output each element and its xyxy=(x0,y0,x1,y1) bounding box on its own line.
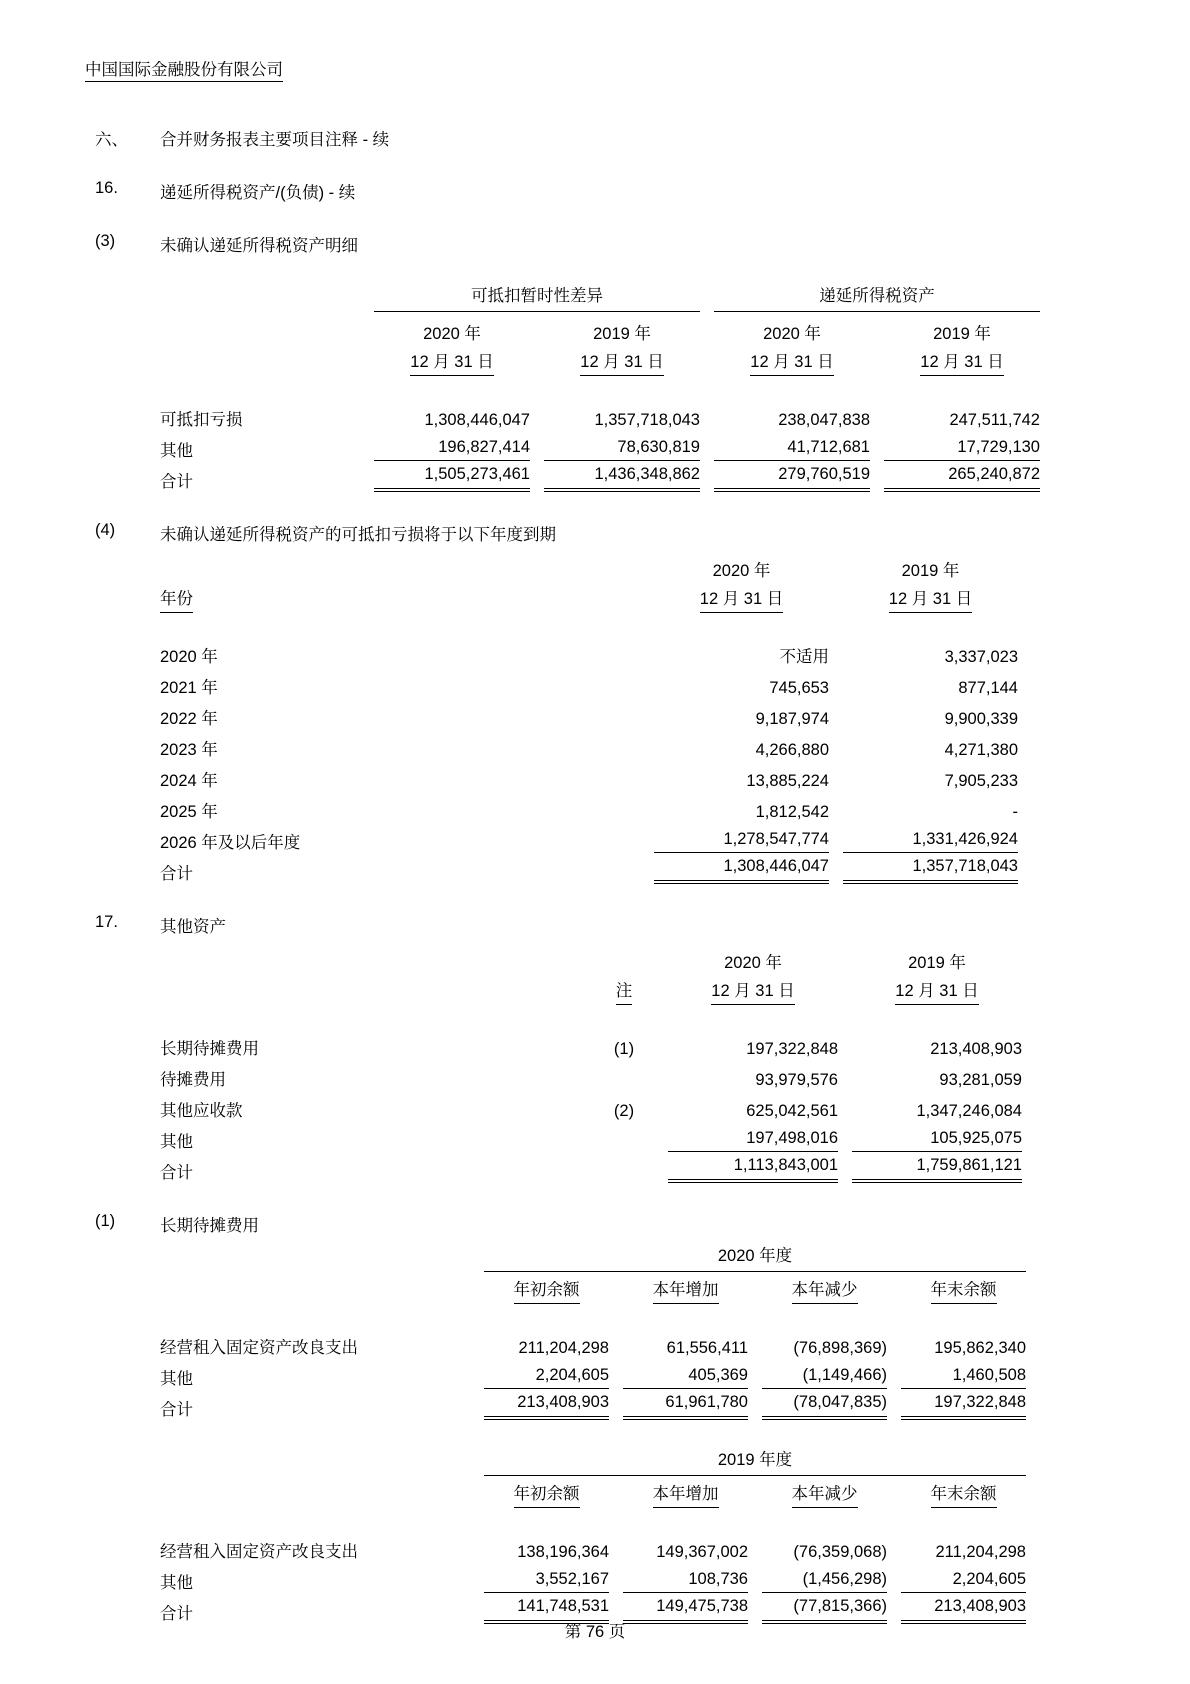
cell-value: 7,905,233 xyxy=(944,772,1018,790)
unrecognised-dta-detail-table xyxy=(146,280,1054,492)
cell-value: 9,187,974 xyxy=(755,710,829,728)
long-term-deferred-expenses-2019-table xyxy=(146,1444,1040,1624)
col-header-date: 12 月 31 日 xyxy=(654,581,829,613)
table-row xyxy=(160,822,1018,853)
section-4-heading xyxy=(0,521,1190,545)
cell-value: 1,278,547,774 xyxy=(654,822,829,853)
section-title: 未确认递延所得税资产的可抵扣亏损将于以下年度到期 xyxy=(160,526,556,544)
section-number: 17. xyxy=(95,913,118,931)
row-label: 2023 年 xyxy=(160,741,218,759)
cell-value: 405,369 xyxy=(623,1358,748,1389)
section-number: (4) xyxy=(95,521,116,539)
cell-total: 1,113,843,001 xyxy=(668,1152,838,1183)
cell-total: 197,322,848 xyxy=(901,1389,1026,1420)
row-label: 其他 xyxy=(160,1133,193,1151)
section-title: 其他资产 xyxy=(160,918,226,936)
cell-total: 61,961,780 xyxy=(623,1389,748,1420)
cell-value: (1,456,298) xyxy=(762,1562,887,1593)
cell-note-ref: (2) xyxy=(613,1102,635,1120)
cell-total: (78,047,835) xyxy=(762,1389,887,1420)
table-row xyxy=(160,1028,1022,1059)
cell-total: 141,748,531 xyxy=(484,1593,609,1624)
section-6-heading xyxy=(0,126,1190,150)
col-header-year: 2019 年 xyxy=(593,325,651,343)
row-label: 2022 年 xyxy=(160,710,218,728)
cell-value: 2,204,605 xyxy=(901,1562,1026,1593)
table-row xyxy=(160,1121,1022,1152)
section-1-heading xyxy=(0,1212,1190,1236)
table-total-row xyxy=(160,461,1040,492)
date-header-row xyxy=(160,973,1022,1005)
col-header-date: 12 月 31 日 xyxy=(852,973,1022,1005)
cell-value: 211,204,298 xyxy=(935,1543,1026,1561)
cell-total: 265,240,872 xyxy=(884,461,1040,492)
year-header-row xyxy=(160,941,1022,973)
col-header-date: 12 月 31 日 xyxy=(668,973,838,1005)
date-header-row xyxy=(160,344,1040,376)
date-header-row xyxy=(160,581,1018,613)
cell-value: 745,653 xyxy=(769,679,829,697)
table-total-row xyxy=(160,1152,1022,1183)
cell-value: 4,271,380 xyxy=(944,741,1018,759)
cell-value: (1,149,466) xyxy=(762,1358,887,1389)
col-header-year: 2019 年 xyxy=(933,325,991,343)
cell-total: 213,408,903 xyxy=(901,1593,1026,1624)
cell-total: 213,408,903 xyxy=(484,1389,609,1420)
col-header-year: 2020 年 xyxy=(423,325,481,343)
cell-note-ref: (1) xyxy=(613,1040,635,1058)
company-name: 中国国际金融股份有限公司 xyxy=(85,56,1190,80)
section-title: 长期待摊费用 xyxy=(160,1217,259,1235)
section-title: 未确认递延所得税资产明细 xyxy=(160,237,358,255)
section-17-heading xyxy=(0,913,1190,937)
period-header: 2020 年度 xyxy=(484,1240,1026,1272)
cell-value: 1,357,718,043 xyxy=(594,411,700,429)
col-header-year: 2020 年 xyxy=(763,325,821,343)
table-row xyxy=(160,636,1018,667)
group-header-deferred-tax-assets: 递延所得税资产 xyxy=(714,280,1040,312)
col-header-additions: 本年增加 xyxy=(623,1272,748,1304)
cell-value: (76,359,068) xyxy=(793,1543,887,1561)
row-label: 2024 年 xyxy=(160,772,218,790)
col-header-date: 12 月 31 日 xyxy=(544,344,700,376)
cell-value: 17,729,130 xyxy=(884,430,1040,461)
cell-total: 1,308,446,047 xyxy=(654,853,829,884)
cell-value: - xyxy=(1012,803,1018,821)
cell-value: 1,331,426,924 xyxy=(843,822,1018,853)
row-label: 2025 年 xyxy=(160,803,218,821)
table-total-row xyxy=(160,853,1018,884)
cell-value: 4,266,880 xyxy=(755,741,829,759)
col-header-reductions: 本年减少 xyxy=(762,1272,887,1304)
table-row xyxy=(160,791,1018,822)
table-row xyxy=(160,729,1018,760)
col-header-opening-balance: 年初余额 xyxy=(484,1272,609,1304)
col-header-year: 2020 年 xyxy=(724,954,782,972)
cell-value: 93,979,576 xyxy=(755,1071,838,1089)
cell-note-ref xyxy=(594,1121,654,1152)
section-title: 合并财务报表主要项目注释 - 续 xyxy=(160,131,390,149)
cell-value: 3,552,167 xyxy=(484,1562,609,1593)
cell-value: 不适用 xyxy=(779,648,829,666)
col-header-yearlabel: 年份 xyxy=(160,581,640,613)
cell-value: 1,308,446,047 xyxy=(424,411,530,429)
cell-total: 149,475,738 xyxy=(623,1593,748,1624)
col-header-opening-balance: 年初余额 xyxy=(484,1476,609,1508)
cell-value: 2,204,605 xyxy=(484,1358,609,1389)
table-row xyxy=(160,1531,1026,1562)
col-header-year: 2019 年 xyxy=(908,954,966,972)
period-header-row xyxy=(160,1240,1026,1272)
row-label: 其他 xyxy=(160,1370,193,1388)
table-row xyxy=(160,1090,1022,1121)
row-label: 待摊费用 xyxy=(160,1071,226,1089)
row-label: 合计 xyxy=(160,865,193,883)
cell-value: (76,898,369) xyxy=(793,1339,887,1357)
group-header-row xyxy=(160,280,1040,312)
col-header-closing-balance: 年末余额 xyxy=(901,1272,1026,1304)
cell-value: 211,204,298 xyxy=(518,1339,609,1357)
row-label: 2026 年及以后年度 xyxy=(160,834,301,852)
cell-value: 625,042,561 xyxy=(746,1102,838,1120)
row-label: 2020 年 xyxy=(160,648,218,666)
table-row xyxy=(160,698,1018,729)
section-16-heading xyxy=(0,179,1190,203)
cell-value: 195,862,340 xyxy=(934,1339,1026,1357)
table-row xyxy=(160,667,1018,698)
cell-value: 1,347,246,084 xyxy=(916,1102,1022,1120)
section-number: (3) xyxy=(95,232,116,250)
cell-value: 1,460,508 xyxy=(901,1358,1026,1389)
section-number: 六、 xyxy=(95,131,128,149)
cell-note-ref xyxy=(594,1059,654,1090)
cell-total: 1,357,718,043 xyxy=(843,853,1018,884)
cell-value: 93,281,059 xyxy=(939,1071,1022,1089)
col-header-additions: 本年增加 xyxy=(623,1476,748,1508)
cell-value: 105,925,075 xyxy=(852,1121,1022,1152)
table-row xyxy=(160,399,1040,430)
period-header-row xyxy=(160,1444,1026,1476)
cell-total: 1,436,348,862 xyxy=(544,461,700,492)
section-number: (1) xyxy=(95,1212,116,1230)
cell-total: 1,505,273,461 xyxy=(374,461,530,492)
col-header-year: 2019 年 xyxy=(901,562,960,580)
row-label: 合计 xyxy=(160,473,193,491)
row-label: 长期待摊费用 xyxy=(160,1040,259,1058)
table-row xyxy=(160,1562,1026,1593)
cell-value: 13,885,224 xyxy=(746,772,829,790)
table-total-row xyxy=(160,1389,1026,1420)
col-header-date: 12 月 31 日 xyxy=(884,344,1040,376)
cell-value: 247,511,742 xyxy=(949,411,1040,429)
row-label: 可抵扣亏损 xyxy=(160,411,243,429)
cell-value: 238,047,838 xyxy=(778,411,870,429)
col-header-date: 12 月 31 日 xyxy=(843,581,1018,613)
cell-value: 9,900,339 xyxy=(944,710,1018,728)
cell-value: 197,322,848 xyxy=(746,1040,838,1058)
page-number: 第 76 页 xyxy=(564,1623,626,1641)
table-row xyxy=(160,1059,1022,1090)
row-label: 经营租入固定资产改良支出 xyxy=(160,1543,358,1561)
section-number: 16. xyxy=(95,179,118,197)
row-label: 其他 xyxy=(160,1574,193,1592)
table-row xyxy=(160,1327,1026,1358)
row-label: 合计 xyxy=(160,1605,193,1623)
cell-value: 149,367,002 xyxy=(656,1543,748,1561)
cell-value: 213,408,903 xyxy=(930,1040,1022,1058)
cell-value: 41,712,681 xyxy=(714,430,870,461)
row-label: 其他 xyxy=(160,442,193,460)
year-header-row xyxy=(160,312,1040,344)
cell-total: 1,759,861,121 xyxy=(852,1152,1022,1183)
row-label: 合计 xyxy=(160,1401,193,1419)
col-header-year: 2020 年 xyxy=(712,562,771,580)
col-header-reductions: 本年减少 xyxy=(762,1476,887,1508)
row-label: 其他应收款 xyxy=(160,1102,243,1120)
section-title: 递延所得税资产/(负债) - 续 xyxy=(160,184,356,202)
col-header-date: 12 月 31 日 xyxy=(714,344,870,376)
section-3-heading xyxy=(0,232,1190,256)
col-header-note: 注 xyxy=(594,973,654,1005)
cell-value: 78,630,819 xyxy=(544,430,700,461)
table-row xyxy=(160,1358,1026,1389)
group-header-deductible-differences: 可抵扣暂时性差异 xyxy=(374,280,700,312)
cell-total: (77,815,366) xyxy=(762,1593,887,1624)
cell-total: 279,760,519 xyxy=(714,461,870,492)
cell-value: 108,736 xyxy=(623,1562,748,1593)
cell-value: 196,827,414 xyxy=(374,430,530,461)
long-term-deferred-expenses-2020-table xyxy=(146,1240,1040,1420)
cell-value: 3,337,023 xyxy=(944,648,1018,666)
row-label: 合计 xyxy=(160,1164,193,1182)
column-header-row xyxy=(160,1476,1026,1508)
deductible-losses-expiry-table xyxy=(146,549,1032,884)
table-row xyxy=(160,430,1040,461)
cell-value: 197,498,016 xyxy=(668,1121,838,1152)
col-header-date: 12 月 31 日 xyxy=(374,344,530,376)
col-header-closing-balance: 年末余额 xyxy=(901,1476,1026,1508)
cell-value: 61,556,411 xyxy=(666,1339,748,1357)
column-header-row xyxy=(160,1272,1026,1304)
table-row xyxy=(160,760,1018,791)
cell-value: 1,812,542 xyxy=(755,803,829,821)
row-label: 经营租入固定资产改良支出 xyxy=(160,1339,358,1357)
cell-value: 138,196,364 xyxy=(517,1543,609,1561)
year-header-row xyxy=(160,549,1018,581)
row-label: 2021 年 xyxy=(160,679,218,697)
other-assets-table xyxy=(146,941,1036,1183)
period-header: 2019 年度 xyxy=(484,1444,1026,1476)
cell-value: 877,144 xyxy=(958,679,1018,697)
